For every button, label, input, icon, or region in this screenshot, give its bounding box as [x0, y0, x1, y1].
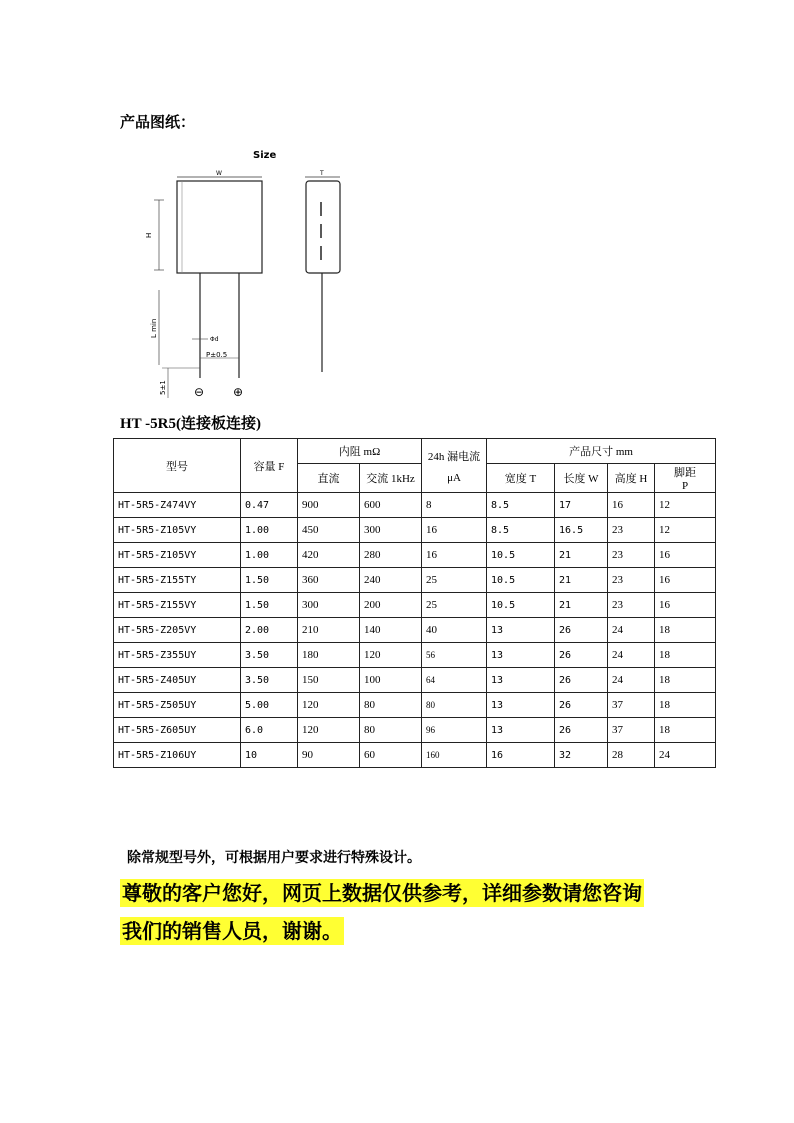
custom-design-note: 除常规型号外，可根据用户要求进行特殊设计。 — [127, 850, 421, 866]
negative-symbol: ⊖ — [194, 385, 205, 399]
table-cell: 13 — [487, 668, 555, 693]
table-cell: HT-5R5-Z155VY — [114, 593, 241, 618]
table-cell: 80 — [360, 718, 422, 743]
table-cell: 8.5 — [487, 518, 555, 543]
table-cell: 1.00 — [241, 518, 298, 543]
t-label: T — [320, 170, 324, 177]
table-cell: 16 — [655, 593, 716, 618]
table-cell: 96 — [422, 718, 487, 743]
table-cell: 16 — [422, 518, 487, 543]
header-pitch — [655, 464, 716, 493]
front-body — [177, 181, 262, 273]
header-width: 宽度 T — [487, 464, 555, 493]
table-cell: 25 — [422, 593, 487, 618]
header-dc: 直流 — [298, 464, 360, 493]
table-cell: 140 — [360, 618, 422, 643]
table-cell: 160 — [422, 743, 487, 768]
table-cell: 13 — [487, 693, 555, 718]
table-cell: HT-5R5-Z105VY — [114, 518, 241, 543]
table-cell: HT-5R5-Z474VY — [114, 493, 241, 518]
header-leakage — [422, 439, 487, 493]
table-cell: 450 — [298, 518, 360, 543]
table-cell: 300 — [298, 593, 360, 618]
spec-table-body — [114, 493, 716, 768]
spec-table — [113, 438, 716, 768]
table-cell: 26 — [555, 693, 608, 718]
p-label: P±0.5 — [206, 351, 228, 359]
table-cell: HT-5R5-Z355UY — [114, 643, 241, 668]
table-cell: HT-5R5-Z405UY — [114, 668, 241, 693]
table-cell: HT-5R5-Z106UY — [114, 743, 241, 768]
bottom-label: 5±1 — [159, 380, 167, 395]
header-pitch-line2: P — [681, 480, 689, 492]
table-cell: 16 — [422, 543, 487, 568]
table-cell: 26 — [555, 618, 608, 643]
table-row — [114, 618, 716, 643]
table-cell: 32 — [555, 743, 608, 768]
table-cell: 13 — [487, 643, 555, 668]
table-cell: 0.47 — [241, 493, 298, 518]
table-cell: 90 — [298, 743, 360, 768]
header-model: 型号 — [114, 439, 241, 493]
highlight-notice — [120, 879, 644, 945]
table-cell: 21 — [555, 543, 608, 568]
table-cell: 23 — [608, 518, 655, 543]
positive-symbol: ⊕ — [233, 385, 244, 399]
table-cell: 100 — [360, 668, 422, 693]
table-cell: 21 — [555, 568, 608, 593]
w-label: W — [216, 170, 222, 177]
table-cell: 24 — [608, 643, 655, 668]
table-cell: 16 — [608, 493, 655, 518]
table-cell: 16 — [487, 743, 555, 768]
table-cell: 23 — [608, 593, 655, 618]
table-cell: 1.50 — [241, 593, 298, 618]
table-cell: 80 — [422, 693, 487, 718]
table-cell: 10.5 — [487, 543, 555, 568]
table-cell: 180 — [298, 643, 360, 668]
table-row — [114, 568, 716, 593]
header-resistance: 内阻 mΩ — [298, 439, 422, 464]
table-cell: 13 — [487, 618, 555, 643]
header-dimensions: 产品尺寸 mm — [487, 439, 716, 464]
table-cell: 21 — [555, 593, 608, 618]
table-cell: 26 — [555, 718, 608, 743]
table-cell: 240 — [360, 568, 422, 593]
table-cell: 17 — [555, 493, 608, 518]
table-cell: 5.00 — [241, 693, 298, 718]
table-row — [114, 643, 716, 668]
table-row — [114, 493, 716, 518]
size-label: Size — [253, 150, 277, 161]
table-row — [114, 593, 716, 618]
table-cell: 1.00 — [241, 543, 298, 568]
table-cell: 37 — [608, 693, 655, 718]
table-cell: 150 — [298, 668, 360, 693]
table-cell: 24 — [608, 618, 655, 643]
table-cell: 23 — [608, 543, 655, 568]
table-cell: 16 — [655, 568, 716, 593]
table-cell: 26 — [555, 668, 608, 693]
table-cell: 18 — [655, 643, 716, 668]
table-cell: 28 — [608, 743, 655, 768]
table-cell: 13 — [487, 718, 555, 743]
table-cell: 25 — [422, 568, 487, 593]
table-row — [114, 718, 716, 743]
table-cell: 280 — [360, 543, 422, 568]
table-cell: 1.50 — [241, 568, 298, 593]
table-cell: 8.5 — [487, 493, 555, 518]
table-cell: 210 — [298, 618, 360, 643]
table-cell: 12 — [655, 518, 716, 543]
table-cell: 24 — [655, 743, 716, 768]
table-row — [114, 518, 716, 543]
table-cell: 900 — [298, 493, 360, 518]
table-cell: 6.0 — [241, 718, 298, 743]
side-body — [306, 181, 340, 273]
table-cell: 8 — [422, 493, 487, 518]
table-cell: 18 — [655, 618, 716, 643]
l-label: L min — [150, 318, 158, 338]
header-ac: 交流 1kHz — [360, 464, 422, 493]
header-height: 高度 H — [608, 464, 655, 493]
table-cell: 80 — [360, 693, 422, 718]
table-cell: 3.50 — [241, 668, 298, 693]
table-cell: 300 — [360, 518, 422, 543]
table-row — [114, 668, 716, 693]
table-cell: 18 — [655, 718, 716, 743]
table-cell: 60 — [360, 743, 422, 768]
table-cell: 200 — [360, 593, 422, 618]
table-cell: 16 — [655, 543, 716, 568]
table-cell: 2.00 — [241, 618, 298, 643]
highlight-line-2: 我们的销售人员，谢谢。 — [122, 919, 342, 943]
table-cell: 120 — [298, 718, 360, 743]
table-cell: HT-5R5-Z205VY — [114, 618, 241, 643]
capacitor-drawing — [140, 140, 380, 405]
table-cell: HT-5R5-Z105VY — [114, 543, 241, 568]
table-cell: HT-5R5-Z155TY — [114, 568, 241, 593]
table-cell: 23 — [608, 568, 655, 593]
table-cell: 18 — [655, 668, 716, 693]
table-cell: 10 — [241, 743, 298, 768]
h-label: H — [145, 232, 153, 238]
table-cell: 16.5 — [555, 518, 608, 543]
table-cell: 64 — [422, 668, 487, 693]
header-leakage-line2: μA — [447, 471, 461, 484]
header-leakage-line1: 24h 漏电流 — [427, 450, 481, 463]
table-cell: 120 — [360, 643, 422, 668]
table-row — [114, 543, 716, 568]
highlight-line-1: 尊敬的客户您好，网页上数据仅供参考，详细参数请您咨询 — [122, 881, 642, 905]
table-cell: HT-5R5-Z605UY — [114, 718, 241, 743]
table-cell: 26 — [555, 643, 608, 668]
table-cell: 37 — [608, 718, 655, 743]
model-title: HT -5R5(连接板连接) — [120, 416, 261, 432]
table-row — [114, 693, 716, 718]
d-label: Φd — [210, 336, 219, 343]
section-heading: 产品图纸： — [120, 113, 196, 131]
table-cell: 40 — [422, 618, 487, 643]
header-length: 长度 W — [555, 464, 608, 493]
table-cell: 10.5 — [487, 593, 555, 618]
table-cell: 600 — [360, 493, 422, 518]
table-cell: 24 — [608, 668, 655, 693]
header-pitch-line1: 脚距 — [674, 467, 697, 479]
table-cell: 360 — [298, 568, 360, 593]
table-cell: 18 — [655, 693, 716, 718]
table-cell: 420 — [298, 543, 360, 568]
table-cell: 3.50 — [241, 643, 298, 668]
table-cell: 120 — [298, 693, 360, 718]
table-cell: 10.5 — [487, 568, 555, 593]
table-row — [114, 743, 716, 768]
table-cell: 56 — [422, 643, 487, 668]
table-cell: 12 — [655, 493, 716, 518]
table-cell: HT-5R5-Z505UY — [114, 693, 241, 718]
header-capacity: 容量 F — [241, 439, 298, 493]
